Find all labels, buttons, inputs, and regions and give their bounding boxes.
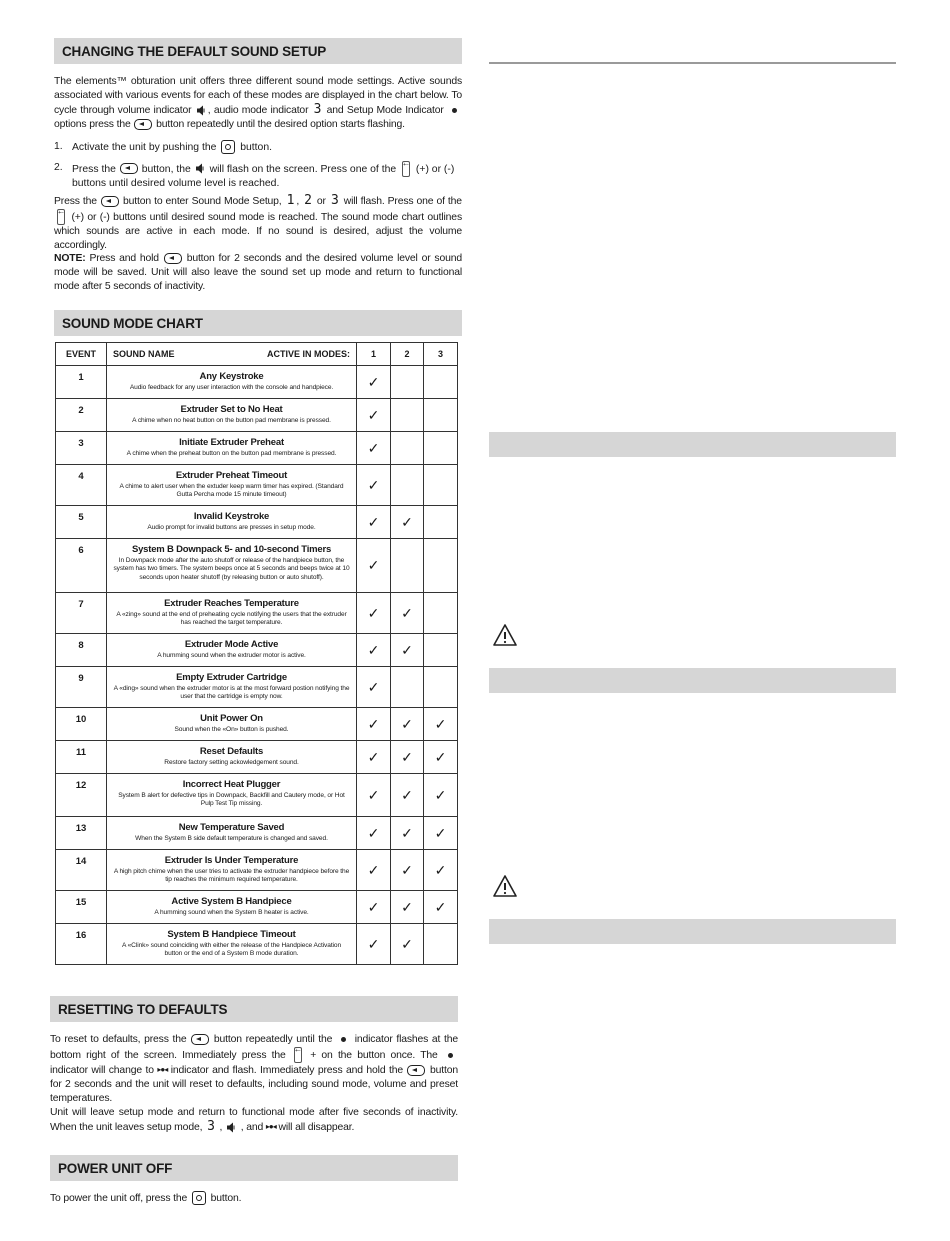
sound-description: Restore factory setting ackowledgement sound. [164, 759, 299, 766]
sound-cell [107, 924, 357, 965]
table-row [56, 432, 458, 465]
mode-3-check [424, 924, 458, 965]
mode-1-check: ✓ [357, 667, 391, 708]
mode-3-check [424, 432, 458, 465]
mode-1-check: ✓ [357, 593, 391, 634]
mode-1-check: ✓ [357, 924, 391, 965]
mode-3-check [424, 667, 458, 708]
sound-description: A high pitch chime when the user tries to activate the extruder handpiece before the tip reaches the minimum required temperature. [113, 868, 350, 884]
warning-icon [492, 623, 518, 647]
event-number: 4 [56, 465, 107, 506]
sound-name: Any Keystroke [199, 371, 264, 382]
sound-button-icon [407, 1065, 425, 1076]
table-row [56, 741, 458, 774]
sound-name: Incorrect Heat Plugger [182, 779, 281, 790]
mode-3-check [424, 399, 458, 432]
mode-1-check: ✓ [357, 465, 391, 506]
sound-description: A chime when no heat button on the button pad membrane is pressed. [132, 417, 331, 424]
intro-paragraph: The elements™ obturation unit offers three different sound mode settings. Active sounds associated with various events for each of these modes are displayed in the chart below. To cycle through volume indicator , audio mode indicator 3 and Setup Mode Indicator options press the button repeatedly until the desired option starts flashing. [54, 76, 462, 131]
mode-2-check: ✓ [391, 817, 424, 850]
mode-2-check: ✓ [391, 506, 424, 539]
event-number: 13 [56, 817, 107, 850]
mode-1-check: ✓ [357, 850, 391, 891]
table-row [56, 924, 458, 965]
sound-name: System B Downpack 5- and 10-second Timers [131, 544, 332, 555]
column-header-event: EVENT [56, 343, 107, 366]
mode-3-icon: 3 [330, 193, 339, 208]
sound-name: New Temperature Saved [178, 822, 285, 833]
plus-minus-button-icon: +− [402, 161, 410, 177]
mode-3-check: ✓ [424, 741, 458, 774]
table-row [56, 539, 458, 593]
setup-mode-indicator-icon [448, 1053, 453, 1058]
event-number: 16 [56, 924, 107, 965]
mode-3-check: ✓ [424, 850, 458, 891]
column-header-active: ACTIVE IN MODES: [266, 349, 350, 359]
reset-indicator-icon: ▸●◂ [265, 1122, 276, 1132]
mode-2-check [391, 432, 424, 465]
sound-name: System B Handpiece Timeout [167, 929, 296, 940]
sound-name: Empty Extruder Cartridge [176, 672, 287, 683]
sound-cell [107, 634, 357, 667]
mode-2-check: ✓ [391, 741, 424, 774]
sound-cell [107, 432, 357, 465]
sound-description: System B alert for defective tips in Downpack, Backfill and Cautery mode, or Hot Pulp Test Tip missing. [118, 792, 345, 808]
event-number: 9 [56, 667, 107, 708]
mode-1-check: ✓ [357, 817, 391, 850]
sound-cell [107, 667, 357, 708]
sound-description: A chime to alert user when the extuder keep warm timer has expired. (Standard Gutta Percha mode 15 minute timeout) [119, 483, 344, 499]
mode-2-check: ✓ [391, 774, 424, 817]
sound-cell [107, 366, 357, 399]
sound-cell [107, 593, 357, 634]
mode-3-check: ✓ [424, 708, 458, 741]
sound-name: Extruder Preheat Timeout [175, 470, 288, 481]
column-header-mode-1: 1 [357, 343, 391, 366]
sound-description: Audio prompt for invalid buttons are presses in setup mode. [147, 524, 316, 531]
section-title: POWER UNIT OFF [58, 1160, 173, 1176]
mode-3-check [424, 506, 458, 539]
mode-1-check: ✓ [357, 741, 391, 774]
mode-1-check: ✓ [357, 432, 391, 465]
power-button-icon [221, 140, 235, 154]
section-header-bar [489, 432, 896, 457]
sound-description: Sound when the «On» button is pushed. [174, 726, 289, 733]
note-label: NOTE: [54, 253, 86, 264]
sound-description: Audio feedback for any user interaction with the console and handpiece. [129, 384, 334, 391]
table-row [56, 817, 458, 850]
sound-cell [107, 465, 357, 506]
column-header-sound-name: SOUND NAME ACTIVE IN MODES: [107, 343, 357, 366]
power-button-icon [192, 1191, 206, 1205]
sound-cell [107, 891, 357, 924]
section-header-bar [489, 668, 896, 693]
mode-2-check: ✓ [391, 708, 424, 741]
sound-cell [107, 399, 357, 432]
setup-mode-indicator-icon [452, 108, 457, 113]
sound-description: When the System B side default temperature is changed and saved. [135, 835, 328, 842]
steps-list [54, 140, 462, 197]
event-number: 14 [56, 850, 107, 891]
sound-name: Extruder Mode Active [184, 639, 279, 650]
audio-mode-indicator-icon: 3 [313, 102, 322, 118]
sound-cell [107, 850, 357, 891]
section-title: RESETTING TO DEFAULTS [58, 1001, 228, 1017]
mode-setup-paragraph: Press the button to enter Sound Mode Setup, 1 , 2 or 3 will flash. Press one of the +− (+) or (-) buttons until desired sound mode is reached. The sound mode chart outlines which sounds are active in each mode. If no sound is desired, adjust the volume accordingly. [54, 193, 462, 252]
mode-2-check: ✓ [391, 634, 424, 667]
mode-2-check: ✓ [391, 850, 424, 891]
mode-1-check: ✓ [357, 634, 391, 667]
table-row [56, 593, 458, 634]
sound-cell [107, 741, 357, 774]
event-number: 8 [56, 634, 107, 667]
sound-description: A «Clink» sound coinciding with either the release of the Handpiece Activation button or the end of a System B mode duration. [121, 942, 342, 958]
sound-button-icon [191, 1034, 209, 1045]
event-number: 2 [56, 399, 107, 432]
top-divider [489, 62, 896, 64]
sound-button-icon [134, 119, 152, 130]
mode-3-check [424, 593, 458, 634]
mode-1-check: ✓ [357, 506, 391, 539]
sound-button-icon [164, 253, 182, 264]
section-header-default-sound [54, 38, 462, 64]
mode-1-check: ✓ [357, 708, 391, 741]
sound-name: Active System B Handpiece [171, 896, 292, 907]
mode-1-check: ✓ [357, 774, 391, 817]
table-row [56, 891, 458, 924]
table-row [56, 667, 458, 708]
table-row [56, 465, 458, 506]
mode-1-check: ✓ [357, 539, 391, 593]
table-row [56, 850, 458, 891]
plus-minus-button-icon: +− [294, 1047, 302, 1063]
setup-mode-indicator-icon [341, 1037, 346, 1042]
sound-description: A «ding» sound when the extruder motor is at the most forward postion notifying the user that the cartridge is empty now. [113, 685, 350, 701]
sound-button-icon [120, 163, 138, 174]
sound-cell [107, 774, 357, 817]
event-number: 6 [56, 539, 107, 593]
sound-description: A «zing» sound at the end of preheating cycle notifying the users that the extruder has reached the target temperature. [116, 611, 347, 627]
column-header-mode-3: 3 [424, 343, 458, 366]
sound-cell [107, 506, 357, 539]
sound-cell [107, 539, 357, 593]
volume-indicator-icon [197, 105, 206, 116]
mode-2-icon: 2 [304, 193, 312, 208]
event-number: 12 [56, 774, 107, 817]
sound-description: A humming sound when the extruder motor is active. [157, 652, 306, 659]
mode-2-check [391, 667, 424, 708]
section-header-power [50, 1155, 458, 1181]
mode-3-icon: 3 [207, 1119, 215, 1135]
event-number: 5 [56, 506, 107, 539]
reset-indicator-icon: ▸●◂ [157, 1065, 168, 1075]
section-header-chart [54, 310, 462, 336]
section-header-reset [50, 996, 458, 1022]
sound-name: Reset Defaults [199, 746, 264, 757]
table-row [56, 634, 458, 667]
sound-name: Extruder Set to No Heat [180, 404, 283, 415]
mode-3-check: ✓ [424, 891, 458, 924]
table-row [56, 506, 458, 539]
mode-2-check [391, 399, 424, 432]
mode-1-check: ✓ [357, 399, 391, 432]
mode-1-check: ✓ [357, 366, 391, 399]
table-row [56, 774, 458, 817]
mode-2-check: ✓ [391, 593, 424, 634]
section-header-bar [489, 919, 896, 944]
event-number: 1 [56, 366, 107, 399]
mode-2-check [391, 366, 424, 399]
sound-name: Initiate Extruder Preheat [179, 437, 284, 448]
sound-cell [107, 708, 357, 741]
event-number: 10 [56, 708, 107, 741]
event-number: 3 [56, 432, 107, 465]
column-header-mode-2: 2 [391, 343, 424, 366]
volume-indicator-icon [196, 163, 205, 174]
sound-name: Unit Power On [200, 713, 263, 724]
plus-minus-button-icon: +− [57, 209, 65, 225]
sound-description: A chime when the preheat button on the button pad membrane is pressed. [126, 450, 337, 457]
section-title: SOUND MODE CHART [62, 315, 203, 331]
step-item: 1. Activate the unit by pushing the button. [54, 141, 272, 153]
sound-mode-table [55, 342, 458, 965]
reset-leave-paragraph: Unit will leave setup mode and return to functional mode after five seconds of inactivity. When the unit leaves setup mode, 3 , , and ▸●◂ will all disappear. [50, 1107, 458, 1135]
event-number: 11 [56, 741, 107, 774]
sound-name: Extruder Reaches Temperature [164, 598, 299, 609]
mode-3-check [424, 366, 458, 399]
power-paragraph: To power the unit off, press the button. [50, 1192, 242, 1204]
mode-3-check [424, 465, 458, 506]
mode-2-check [391, 539, 424, 593]
mode-3-check: ✓ [424, 774, 458, 817]
reset-paragraph: To reset to defaults, press the button repeatedly until the indicator flashes at the bottom right of the screen. Immediately press the +− + on the button once. The indicator will change to ▸●◂ indicator and flash. Immediately press and hold the button for 2 seconds and the unit will reset to defaults, including sound mode, volume and preset temperatures. [50, 1034, 458, 1105]
mode-1-icon: 1 [286, 193, 295, 208]
mode-2-check: ✓ [391, 924, 424, 965]
section-title: CHANGING THE DEFAULT SOUND SETUP [62, 43, 327, 59]
mode-3-check: ✓ [424, 817, 458, 850]
warning-icon [492, 874, 518, 898]
sound-description: A humming sound when the System B heater is active. [154, 909, 309, 916]
sound-button-icon [101, 196, 119, 207]
table-row [56, 399, 458, 432]
table-row [56, 366, 458, 399]
step-item: 2. Press the button, the will flash on the screen. Press one of the +− (+) or (-) buttons until desired volume level is reached. [54, 161, 455, 189]
volume-indicator-icon [227, 1122, 236, 1133]
sound-name: Invalid Keystroke [193, 511, 270, 522]
table-row [56, 708, 458, 741]
sound-name: Extruder Is Under Temperature [164, 855, 299, 866]
sound-description: In Downpack mode after the auto shutoff or release of the handpiece button, the system has two timers. The system beeps once at 5 seconds and beeps twice at 10 seconds upon heater shutoff (by releasing button or auto shutoff). [113, 557, 350, 581]
note-paragraph: NOTE: Press and hold button for 2 seconds and the desired volume level or sound mode will be saved. Unit will also leave the sound set up mode and return to functional mode after 5 seconds of inactivity. [54, 253, 462, 293]
mode-2-check [391, 465, 424, 506]
mode-3-check [424, 634, 458, 667]
event-number: 15 [56, 891, 107, 924]
table-header-row [56, 343, 458, 366]
mode-3-check [424, 539, 458, 593]
sound-cell [107, 817, 357, 850]
mode-1-check: ✓ [357, 891, 391, 924]
event-number: 7 [56, 593, 107, 634]
mode-2-check: ✓ [391, 891, 424, 924]
